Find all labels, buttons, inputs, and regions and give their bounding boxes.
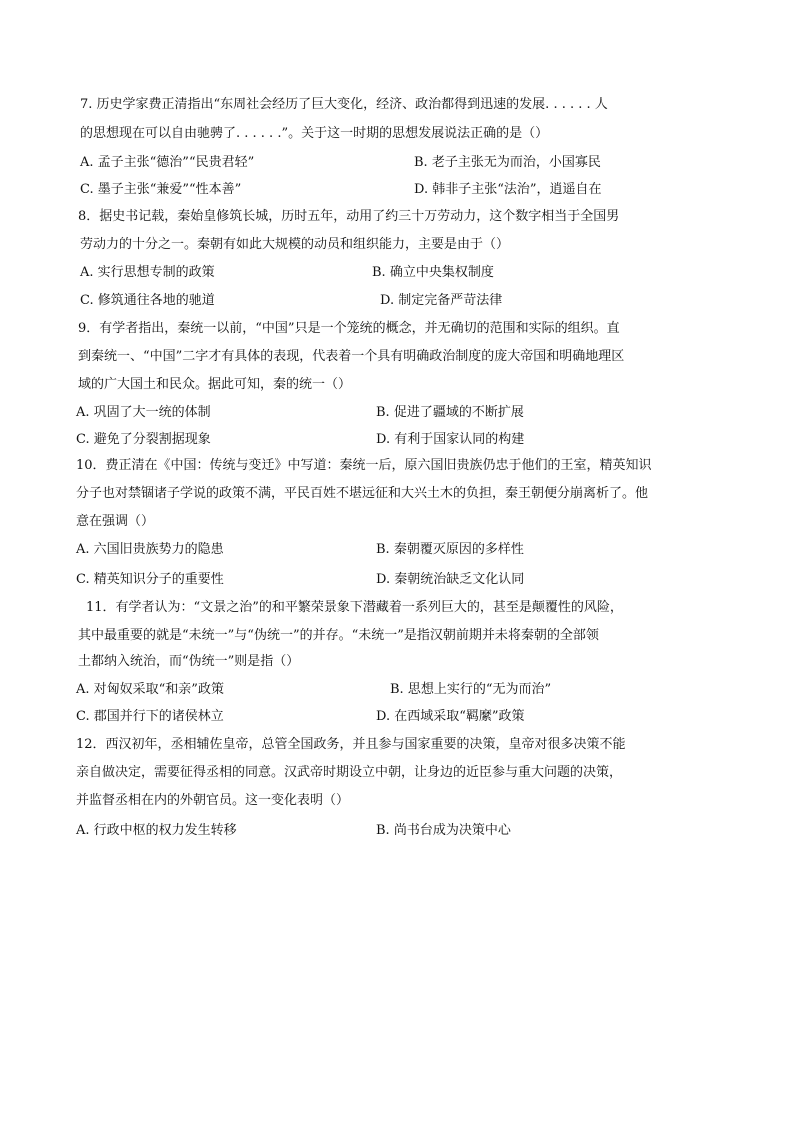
question-7-line-2: 的思想现在可以自由驰骋了. . . . . .”。关于这一时期的思想发展说法正确的是（）	[80, 126, 549, 141]
question-10-line-3: 意在强调（）	[76, 514, 155, 529]
question-7-line-1: 7. 历史学家费正清指出“东周社会经历了巨大变化，经济、政治都得到迅速的发展. . . . . . 人	[80, 97, 608, 112]
question-8-line-2: 劳动力的十分之一。秦朝有如此大规模的动员和组织能力，主要是由于（）	[80, 237, 510, 252]
question-11-line-1: 11．有学者认为：“文景之治”的和平繁荣景象下潜藏着一系列巨大的，甚至是颠覆性的风险，	[86, 600, 623, 615]
question-9-option-b: B. 促进了疆域的不断扩展	[376, 405, 524, 420]
question-11-option-a: A. 对匈奴采取“和亲”政策	[76, 682, 224, 697]
question-12-line-1: 12．西汉初年，丞相辅佐皇帝，总管全国政务，并且参与国家重要的决策，皇帝对很多决策不能	[76, 737, 626, 752]
question-8-line-1: 8．据史书记载，秦始皇修筑长城，历时五年，动用了约三十万劳动力，这个数字相当于全国男	[78, 209, 620, 224]
question-10-option-d: D. 秦朝统治缺乏文化认同	[376, 572, 525, 587]
question-10-option-b: B. 秦朝覆灭原因的多样性	[376, 542, 524, 557]
question-12-line-2: 亲自做决定，需要征得丞相的同意。汉武帝时期设立中朝，让身边的近臣参与重大问题的决策，	[76, 765, 623, 780]
question-12-option-a: A. 行政中枢的权力发生转移	[76, 823, 237, 838]
question-9-line-3: 域的广大国土和民众。据此可知，秦的统一（）	[78, 377, 352, 392]
question-8-option-a: A. 实行思想专制的政策	[80, 265, 215, 280]
question-7-option-c: C. 墨子主张“兼爱”“性本善”	[80, 182, 242, 197]
question-7-option-a: A. 孟子主张“德治”“民贵君轻”	[80, 155, 255, 170]
question-10-line-2: 分子也对禁锢诸子学说的政策不满，平民百姓不堪远征和大兴土木的负担，秦王朝便分崩离析了。他	[76, 486, 649, 501]
question-12-line-3: 并监督丞相在内的外朝官员。这一变化表明（）	[76, 793, 350, 808]
question-9-line-2: 到秦统一、“中国”二字才有具体的表现，代表着一个具有明确政治制度的庞大帝国和明确地理区	[78, 349, 625, 364]
question-7-option-b: B. 老子主张无为而治，小国寡民	[414, 155, 601, 170]
question-8-option-d: D. 制定完备严苛法律	[380, 293, 503, 308]
question-10-option-c: C. 精英知识分子的重要性	[76, 572, 224, 587]
question-9-option-a: A. 巩固了大一统的体制	[76, 405, 211, 420]
question-9-option-c: C. 避免了分裂割据现象	[76, 432, 211, 447]
question-11-option-c: C. 郡国并行下的诸侯林立	[76, 709, 224, 724]
question-10-option-a: A. 六国旧贵族势力的隐患	[76, 542, 224, 557]
question-8-option-c: C. 修筑通往各地的驰道	[80, 293, 215, 308]
question-10-line-1: 10．费正清在《中国：传统与变迁》中写道：秦统一后，原六国旧贵族仍忠于他们的王室，精英知识	[76, 458, 652, 473]
question-11-option-b: B. 思想上实行的“无为而治”	[390, 682, 552, 697]
question-11-line-3: 土都纳入统治，而“伪统一”则是指（）	[78, 654, 300, 669]
question-9-line-1: 9．有学者指出，秦统一以前，“中国”只是一个笼统的概念，并无确切的范围和实际的组织。直	[78, 321, 620, 336]
question-7-option-d: D. 韩非子主张“法治”，逍遥自在	[414, 182, 602, 197]
question-9-option-d: D. 有利于国家认同的构建	[376, 432, 525, 447]
question-11-line-2: 其中最重要的就是“未统一”与“伪统一”的并存。“未统一”是指汉朝前期并未将秦朝的全部领	[78, 628, 599, 643]
question-11-option-d: D. 在西域采取“羁縻”政策	[376, 709, 525, 724]
question-8-option-b: B. 确立中央集权制度	[372, 265, 494, 280]
question-12-option-b: B. 尚书台成为决策中心	[376, 823, 511, 838]
